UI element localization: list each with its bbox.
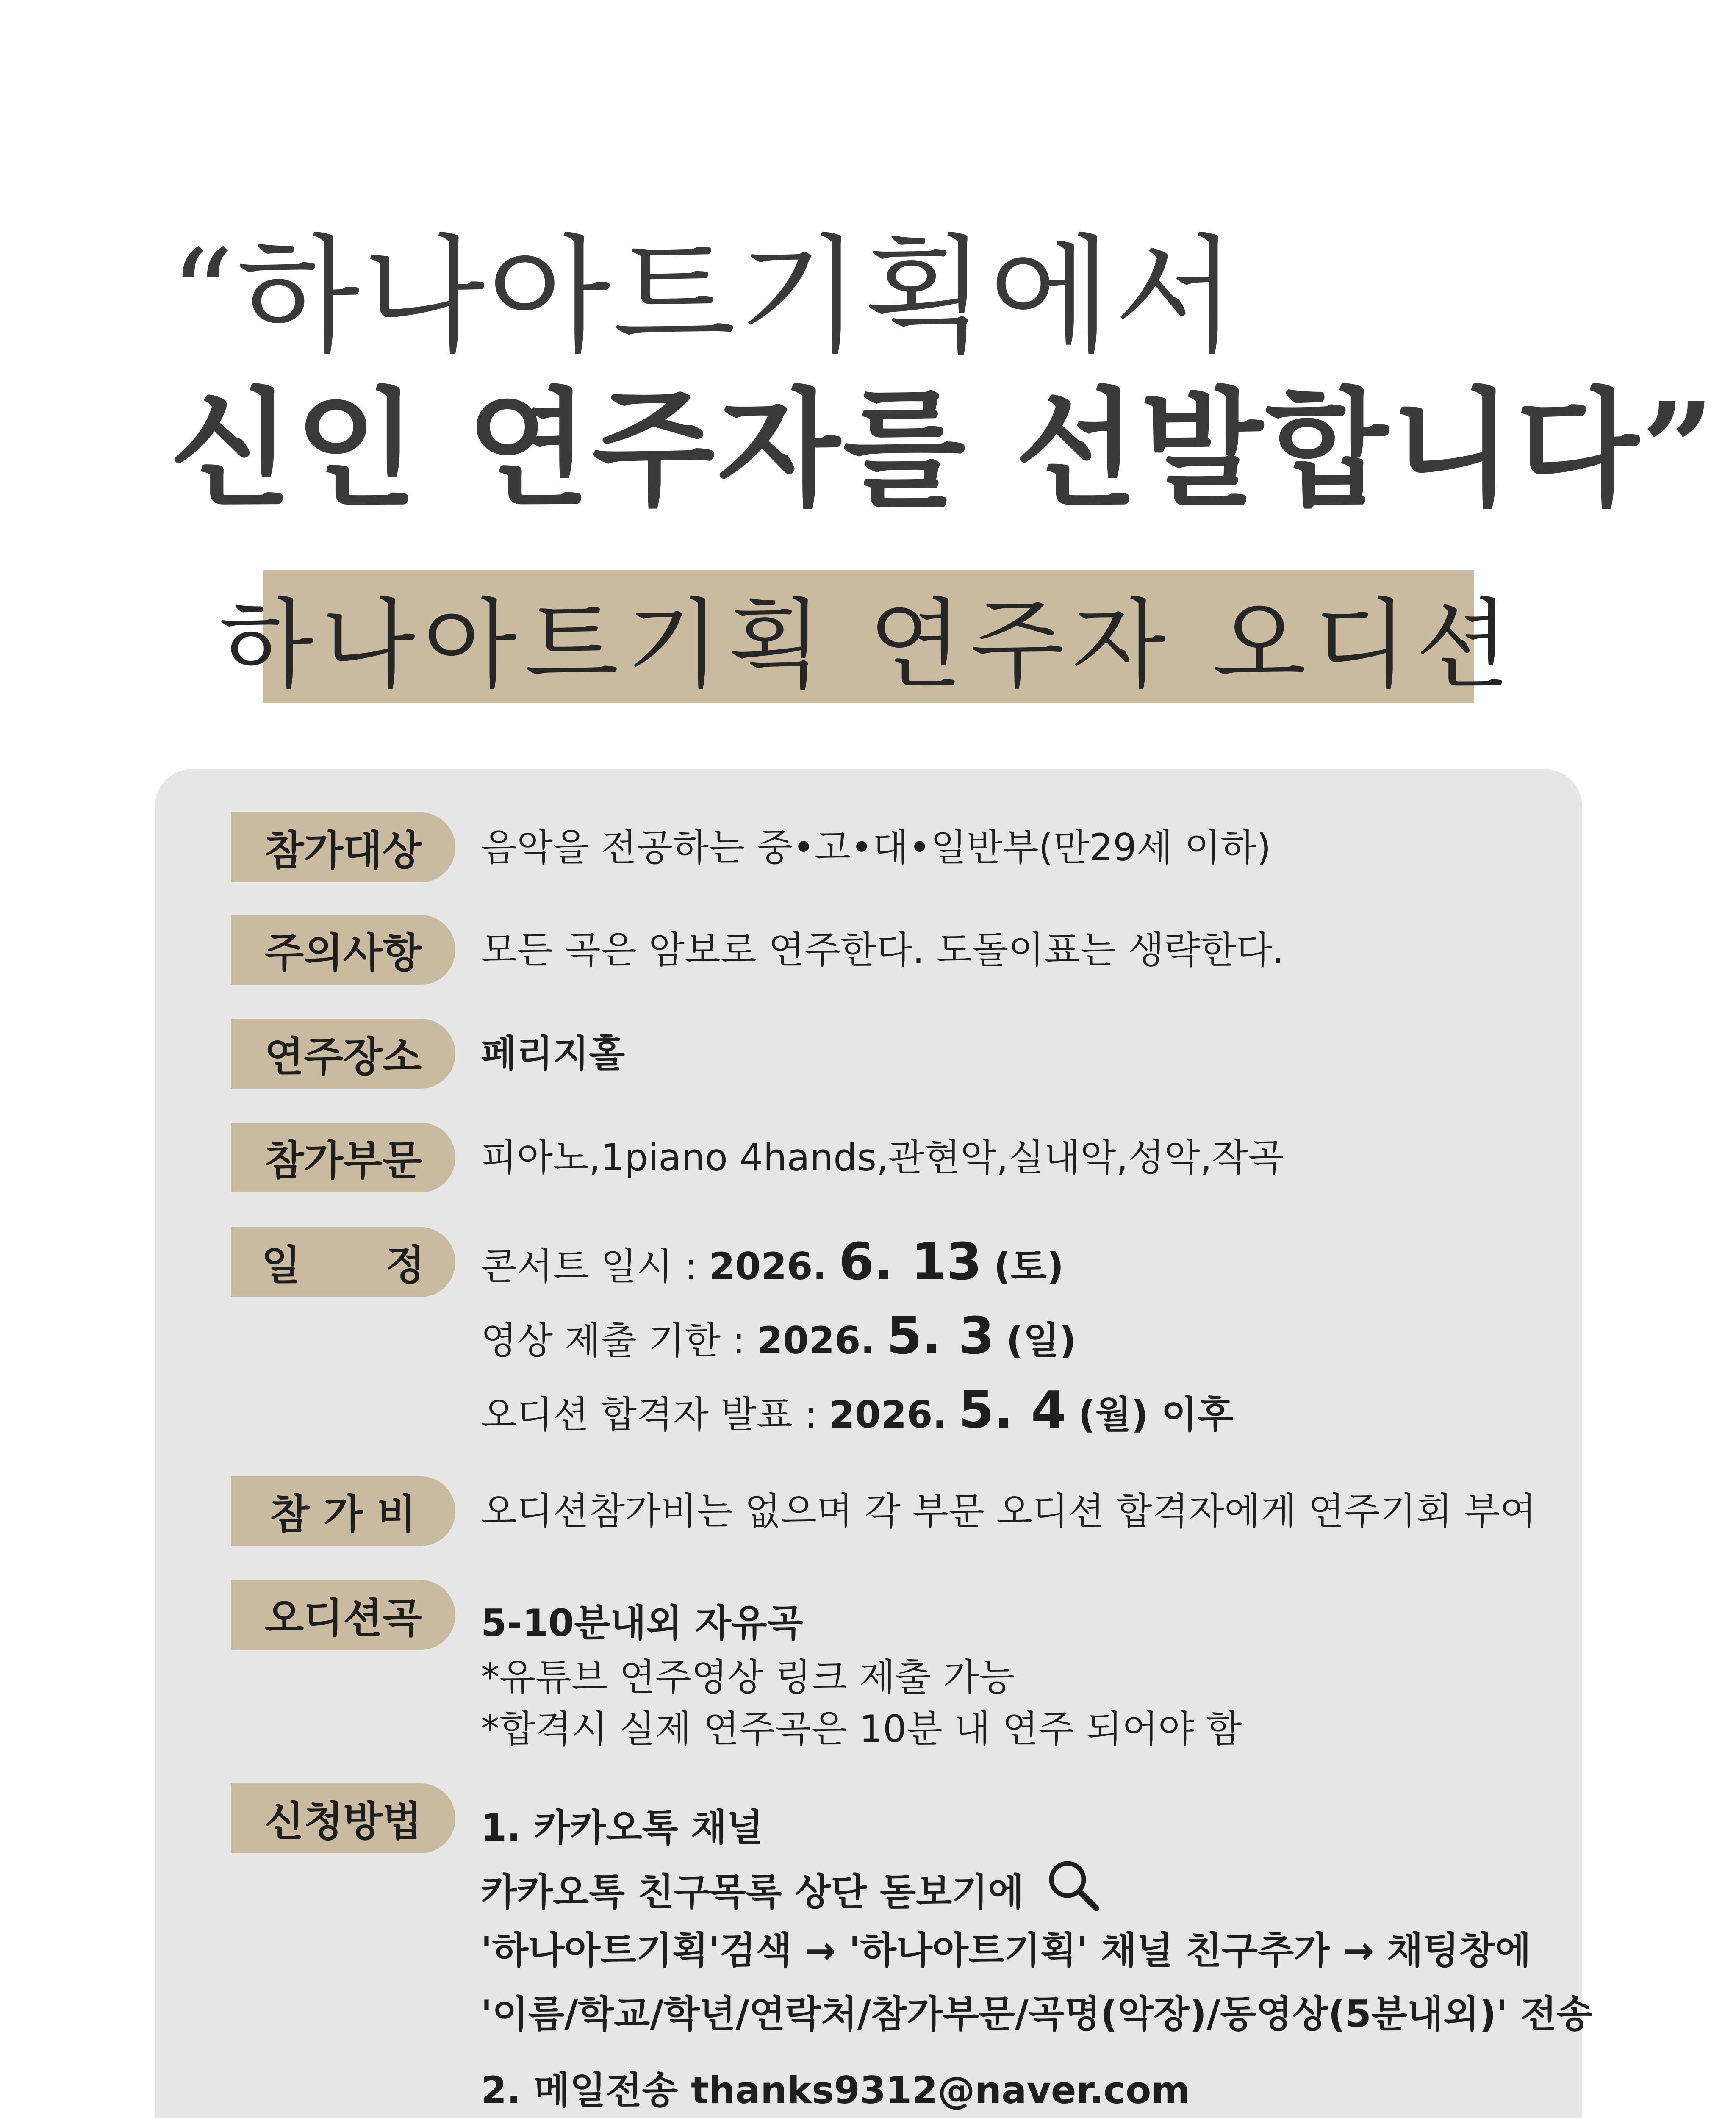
apply-line-4: '이름/학교/학년/연락처/참가부문/곡명(악장)/동영상(5분내외)' 전송	[481, 1992, 1593, 2036]
schedule-concert-prefix: 콘서트 일시 :	[481, 1245, 709, 1288]
value-fee: 오디션참가비는 없으며 각 부문 오디션 합격자에게 연주기회 부여	[481, 1489, 1536, 1533]
repertoire-line-1: 5-10분내외 자유곡	[481, 1601, 803, 1645]
headline	[169, 220, 1717, 525]
schedule-result-day: (월)	[1078, 1393, 1148, 1436]
schedule-result-year: 2026.	[829, 1393, 947, 1436]
schedule-video-year: 2026.	[757, 1319, 875, 1362]
schedule-result-suffix: 이후	[1148, 1393, 1234, 1436]
label-repertoire: 오디션곡	[231, 1580, 455, 1650]
schedule-result	[481, 1379, 1233, 1447]
label-notice: 주의사항	[231, 915, 455, 985]
label-venue: 연주장소	[231, 1019, 455, 1089]
label-apply: 신청방법	[231, 1783, 455, 1853]
subtitle: 하나아트기획 연주자 오디션	[219, 589, 1518, 702]
headline-line-1: “하나아트기획에서	[169, 222, 1240, 370]
apply-line-5: 2. 메일전송 thanks9312@naver.com	[481, 2068, 1190, 2112]
label-division: 참가부문	[231, 1123, 455, 1192]
value-venue: 페리지홀	[481, 1032, 625, 1076]
subtitle-band	[219, 570, 1518, 703]
label-schedule: 일 정	[231, 1227, 455, 1297]
headline-line-2: 신인 연주자를 선발합니다”	[169, 374, 1717, 524]
schedule-concert-day: (토)	[993, 1245, 1064, 1288]
schedule-video-prefix: 영상 제출 기한 :	[481, 1319, 757, 1362]
schedule-concert	[481, 1231, 1064, 1298]
schedule-concert-year: 2026.	[709, 1245, 827, 1288]
schedule-result-date: 5. 4	[958, 1381, 1067, 1440]
apply-line-1: 1. 카카오톡 채널	[481, 1806, 763, 1849]
apply-line-2	[481, 1857, 1101, 1921]
apply-line-3: '하나아트기획'검색 → '하나아트기획' 채널 친구추가 → 채팅창에	[481, 1929, 1531, 1972]
label-fee: 참 가 비	[231, 1476, 455, 1546]
schedule-video-day: (일)	[1006, 1319, 1076, 1362]
schedule-concert-date: 6. 13	[838, 1233, 982, 1292]
repertoire-line-2: *유튜브 연주영상 링크 제출 가능	[481, 1655, 1015, 1699]
search-icon	[1045, 1857, 1101, 1921]
repertoire-line-3: *합격시 실제 연주곡은 10분 내 연주 되어야 함	[481, 1707, 1242, 1751]
apply-line-2-text: 카카오톡 친구목록 상단 돋보기에	[481, 1870, 1024, 1914]
value-notice: 모든 곡은 암보로 연주한다. 도돌이표는 생략한다.	[481, 928, 1284, 972]
schedule-video-date: 5. 3	[886, 1307, 995, 1366]
schedule-video	[481, 1305, 1076, 1372]
value-division: 피아노,1piano 4hands,관현악,실내악,성악,작곡	[481, 1136, 1284, 1179]
schedule-result-prefix: 오디션 합격자 발표 :	[481, 1393, 829, 1436]
label-target: 참가대상	[231, 812, 455, 882]
value-target: 음악을 전공하는 중•고•대•일반부(만29세 이하)	[481, 826, 1271, 869]
